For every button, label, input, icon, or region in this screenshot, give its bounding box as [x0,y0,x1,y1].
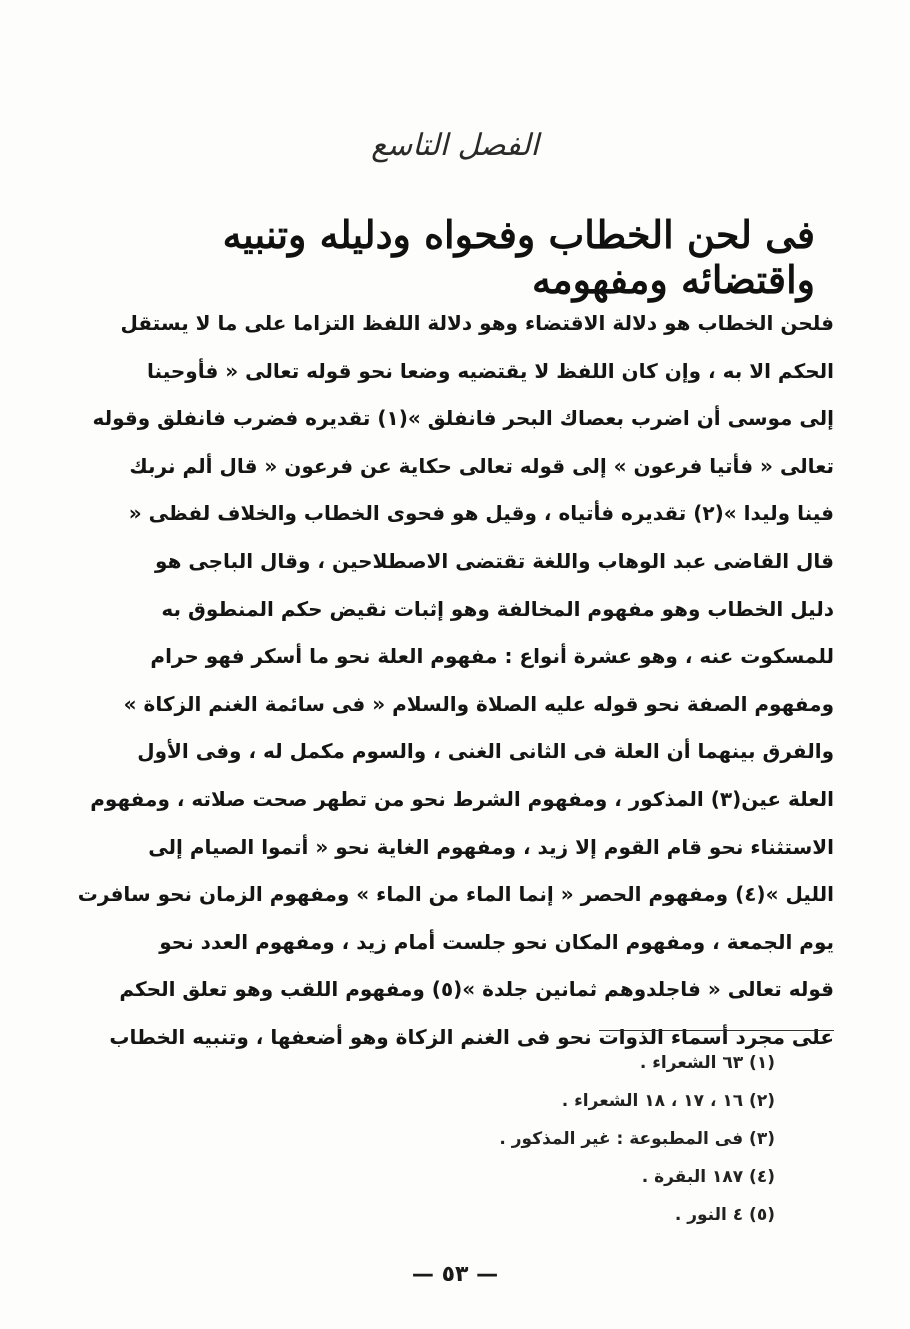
body-line: قوله تعالى « فاجلدوهم ثمانين جلدة »(٥) ومفهوم اللقب وهو تعلق الحكم [119,977,834,1002]
body-line: على مجرد أسماء الذوات نحو فى الغنم الزكاة وهو أضعفها ، وتنبيه الخطاب [109,1024,834,1049]
body-line: الاستثناء نحو قام القوم إلا زيد ، ومفهوم الغاية نحو « أتموا الصيام إلى [148,834,834,859]
footnote-4: (٤) ١٨٧ البقرة . [641,1167,775,1187]
footnotes [375,1044,775,1234]
body-line: إلى موسى أن اضرب بعصاك البحر فانفلق »(١) تقديره فضرب فانفلق وقوله [92,406,834,431]
chapter-heading: الفصل التاسع [371,128,539,163]
body-line: تعالى « فأتيا فرعون » إلى قوله تعالى حكاية عن فرعون « قال ألم نربك [129,453,834,478]
body-line: الحكم الا به ، وإن كان اللفظ لا يقتضيه وضعا نحو قوله تعالى « فأوحينا [147,358,834,383]
footnote-3: (٣) فى المطبوعة : غير المذكور . [499,1129,775,1149]
body-line: الليل »(٤) ومفهوم الحصر « إنما الماء من الماء » ومفهوم الزمان نحو سافرت [77,882,834,907]
body-line: فلحن الخطاب هو دلالة الاقتضاء وهو دلالة اللفظ التزاما على ما لا يستقل [120,311,834,335]
footnote-divider [599,1030,834,1031]
page-number: — ٥٣ — [411,1262,499,1287]
footnote-2: (٢) ١٦ ، ١٧ ، ١٨ الشعراء . [561,1091,775,1111]
body-text [77,300,834,1062]
footnote-1: (١) ٦٣ الشعراء . [639,1053,775,1073]
footnote-5: (٥) ٤ النور . [674,1205,775,1225]
body-line: قال القاضى عبد الوهاب واللغة تقتضى الاصطلاحين ، وقال الباجى هو [155,548,834,573]
chapter-title: فى لحن الخطاب وفحواه ودليله وتنبيه واقتضائه ومفهومه [222,212,815,302]
body-line: فينا وليدا »(٢) تقديره فأتياه ، وقيل هو فحوى الخطاب والخلاف لفظى « [128,501,834,526]
body-line: يوم الجمعة ، ومفهوم المكان نحو جلست أمام زيد ، ومفهوم العدد نحو [159,929,834,954]
body-line: والفرق بينهما أن العلة فى الثانى الغنى ، والسوم مكمل له ، وفى الأول [137,739,834,764]
body-line: دليل الخطاب وهو مفهوم المخالفة وهو إثبات نقيض حكم المنطوق به [161,596,834,621]
body-line: ومفهوم الصفة نحو قوله عليه الصلاة والسلام « فى سائمة الغنم الزكاة » [123,691,834,716]
body-line: العلة عين(٣) المذكور ، ومفهوم الشرط نحو من تطهر صحت صلاته ، ومفهوم [90,786,834,811]
body-line: للمسكوت عنه ، وهو عشرة أنواع : مفهوم العلة نحو ما أسكر فهو حرام [150,644,834,669]
